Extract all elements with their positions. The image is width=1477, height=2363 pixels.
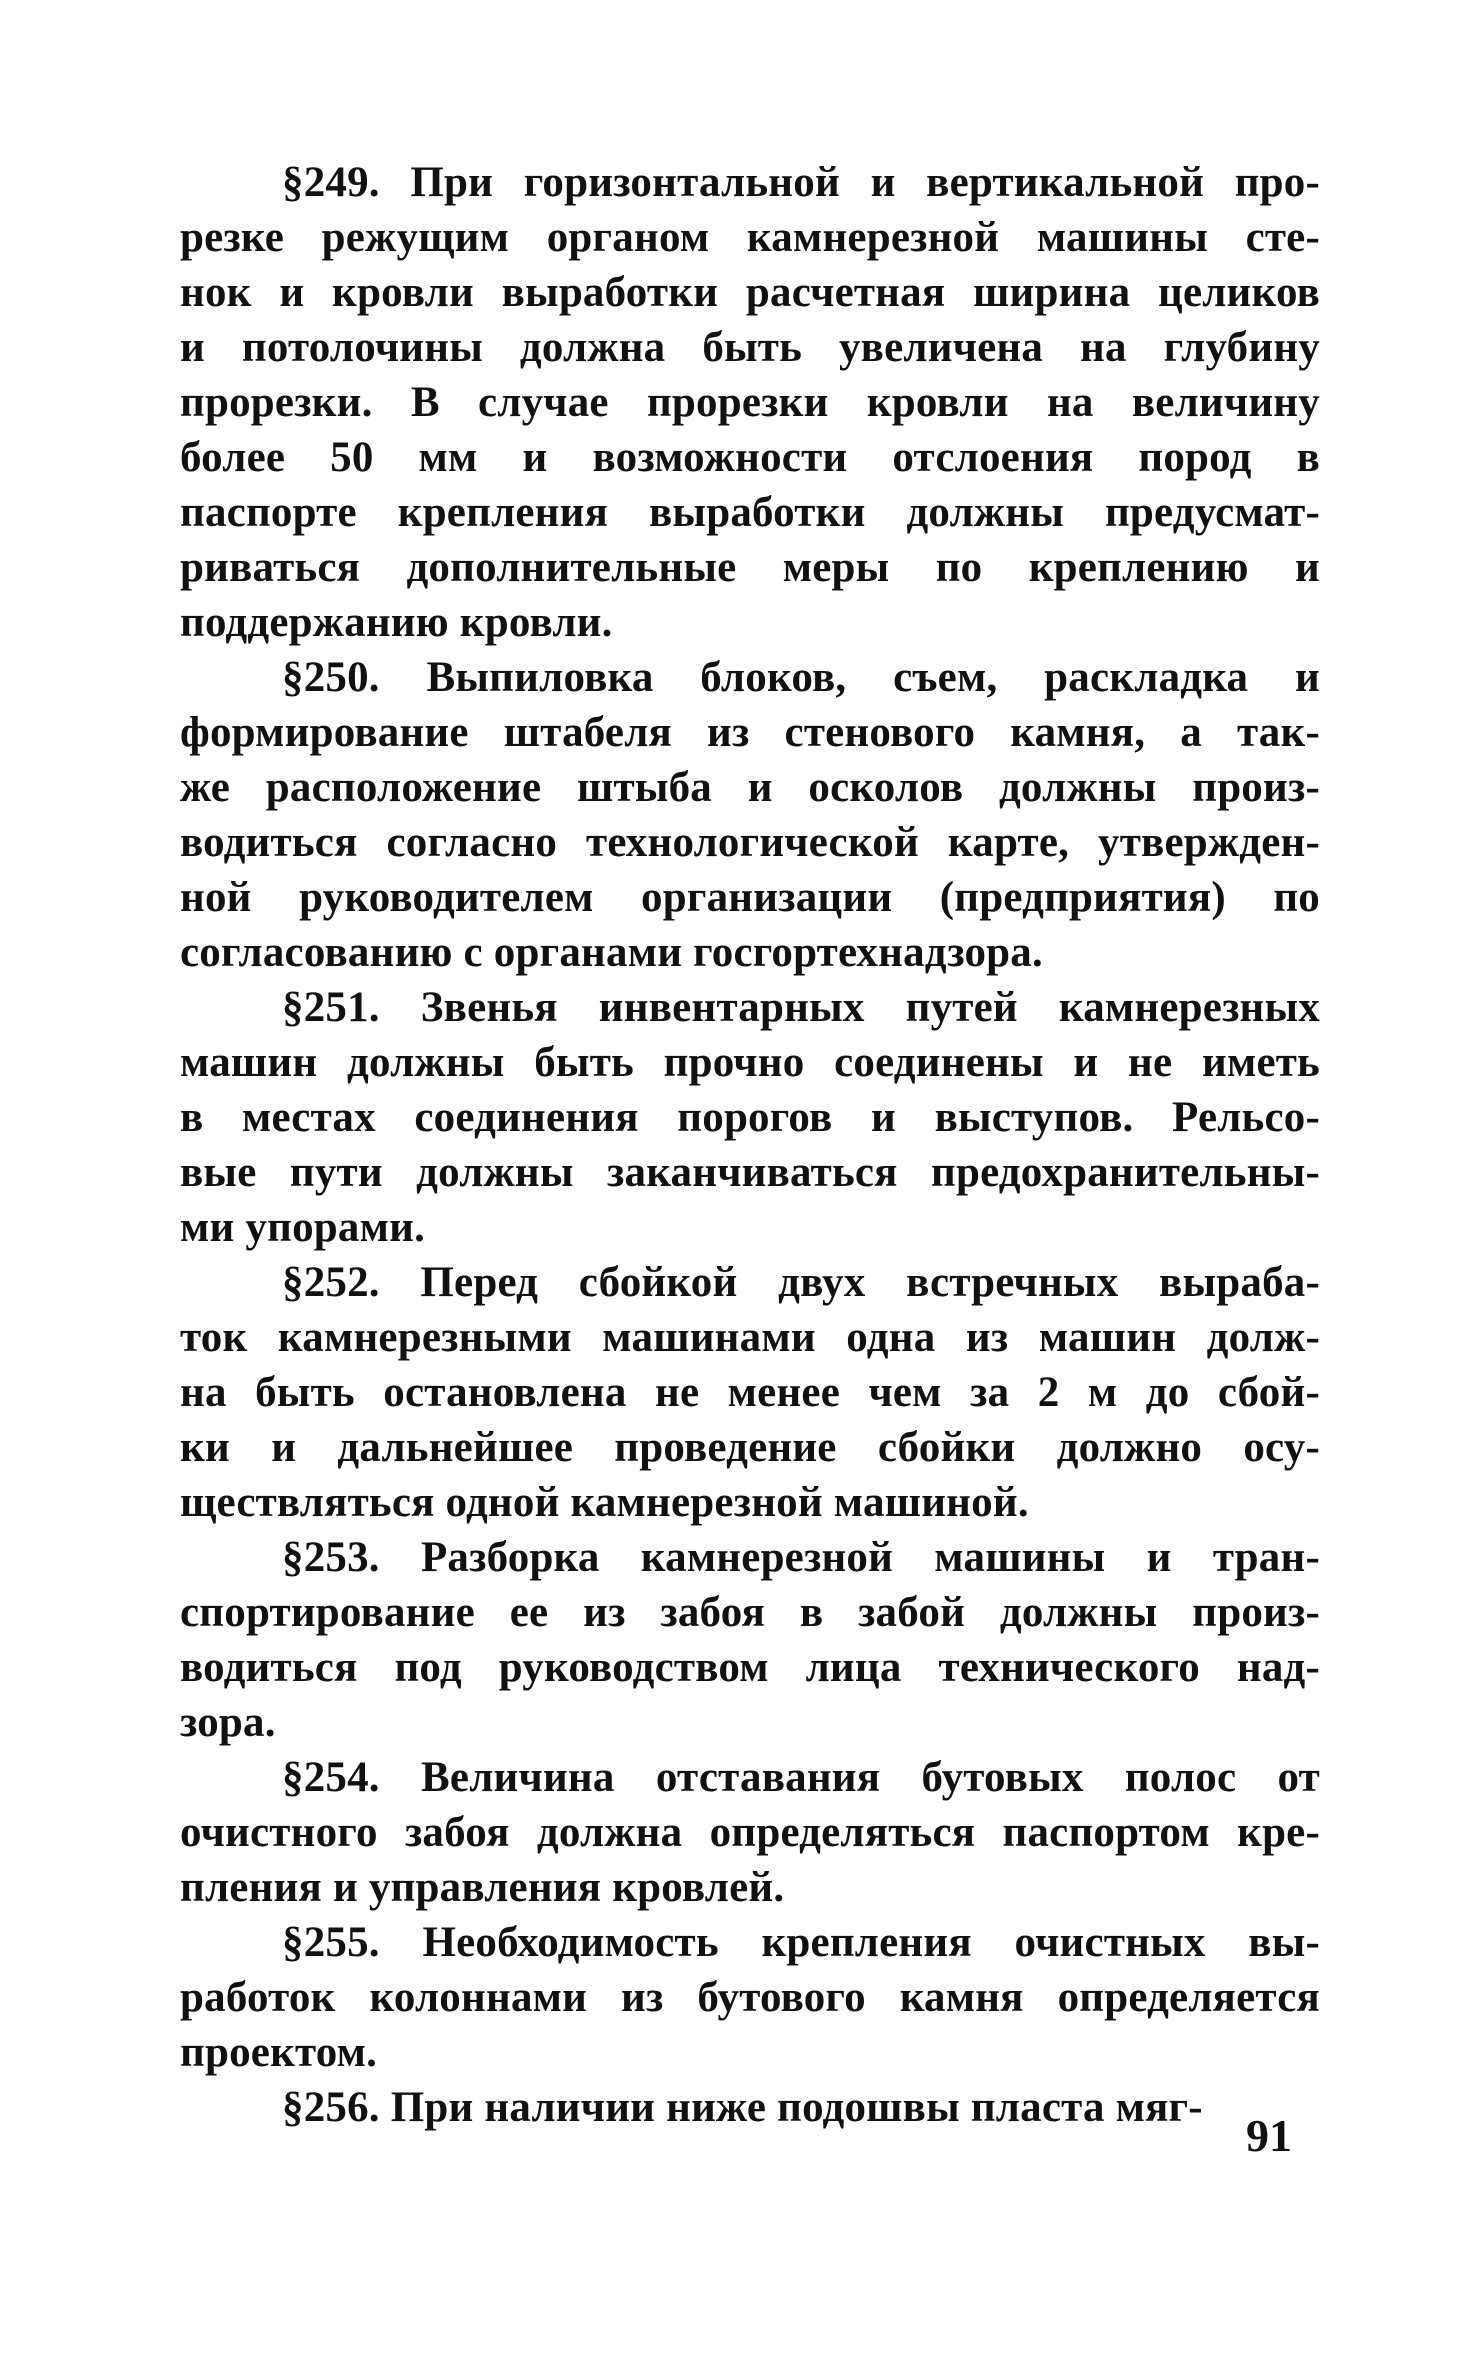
text-line: же расположение штыба и осколов должны произ- xyxy=(180,764,1320,811)
text-line: согласованию с органами госгортехнадзора. xyxy=(180,929,1043,976)
text-line: §255. Необходимость крепления очистных вы- xyxy=(282,1919,1320,1966)
text-line: водиться под руководством лица технического над- xyxy=(180,1644,1320,1691)
text-line: ществляться одной камнерезной машиной. xyxy=(180,1479,1029,1526)
text-line: §253. Разборка камнерезной машины и тран- xyxy=(282,1534,1320,1581)
text-line: прорезки. В случае прорезки кровли на величину xyxy=(180,379,1320,426)
text-line: машин должны быть прочно соединены и не иметь xyxy=(180,1039,1320,1086)
page-number: 91 xyxy=(1246,2110,1292,2161)
text-line: ной руководителем организации (предприятия) по xyxy=(180,874,1320,921)
text-line: зора. xyxy=(180,1699,276,1746)
text-line: §251. Звенья инвентарных путей камнерезных xyxy=(282,984,1320,1031)
text-line: §250. Выпиловка блоков, съем, раскладка и xyxy=(282,654,1320,701)
text-line: и потолочины должна быть увеличена на глубину xyxy=(180,324,1320,371)
text-line: проектом. xyxy=(180,2029,378,2076)
text-line: более 50 мм и возможности отслоения пород в xyxy=(180,434,1320,481)
text-line: ки и дальнейшее проведение сбойки должно осу- xyxy=(180,1424,1320,1471)
text-line: поддержанию кровли. xyxy=(180,599,613,646)
text-line: резке режущим органом камнерезной машины сте- xyxy=(180,214,1320,261)
text-line: вые пути должны заканчиваться предохранительны- xyxy=(180,1149,1320,1196)
text-line: паспорте крепления выработки должны предусмат- xyxy=(180,489,1320,536)
text-line: водиться согласно технологической карте, утвержден- xyxy=(180,819,1320,866)
body-text xyxy=(180,155,1320,2135)
text-line: ми упорами. xyxy=(180,1204,426,1251)
text-line: риваться дополнительные меры по креплению и xyxy=(180,544,1320,591)
text-line: ток камнерезными машинами одна из машин долж- xyxy=(180,1314,1320,1361)
text-line: пления и управления кровлей. xyxy=(180,1864,785,1911)
text-line: §252. Перед сбойкой двух встречных выраба- xyxy=(282,1259,1320,1306)
text-line: §256. При наличии ниже подошвы пласта мяг- xyxy=(282,2084,1203,2131)
text-line: §254. Величина отставания бутовых полос от xyxy=(282,1754,1320,1801)
text-line: спортирование ее из забоя в забой должны произ- xyxy=(180,1589,1320,1636)
text-line: в местах соединения порогов и выступов. Рельсо- xyxy=(180,1094,1320,1141)
text-line: работок колоннами из бутового камня определяется xyxy=(180,1974,1320,2021)
text-line: §249. При горизонтальной и вертикальной про- xyxy=(282,159,1320,206)
text-line: формирование штабеля из стенового камня, а так- xyxy=(180,709,1320,756)
text-line: нок и кровли выработки расчетная ширина целиков xyxy=(180,269,1320,316)
text-line: очистного забоя должна определяться паспортом кре- xyxy=(180,1809,1320,1856)
text-line: на быть остановлена не менее чем за 2 м до сбой- xyxy=(180,1369,1320,1416)
